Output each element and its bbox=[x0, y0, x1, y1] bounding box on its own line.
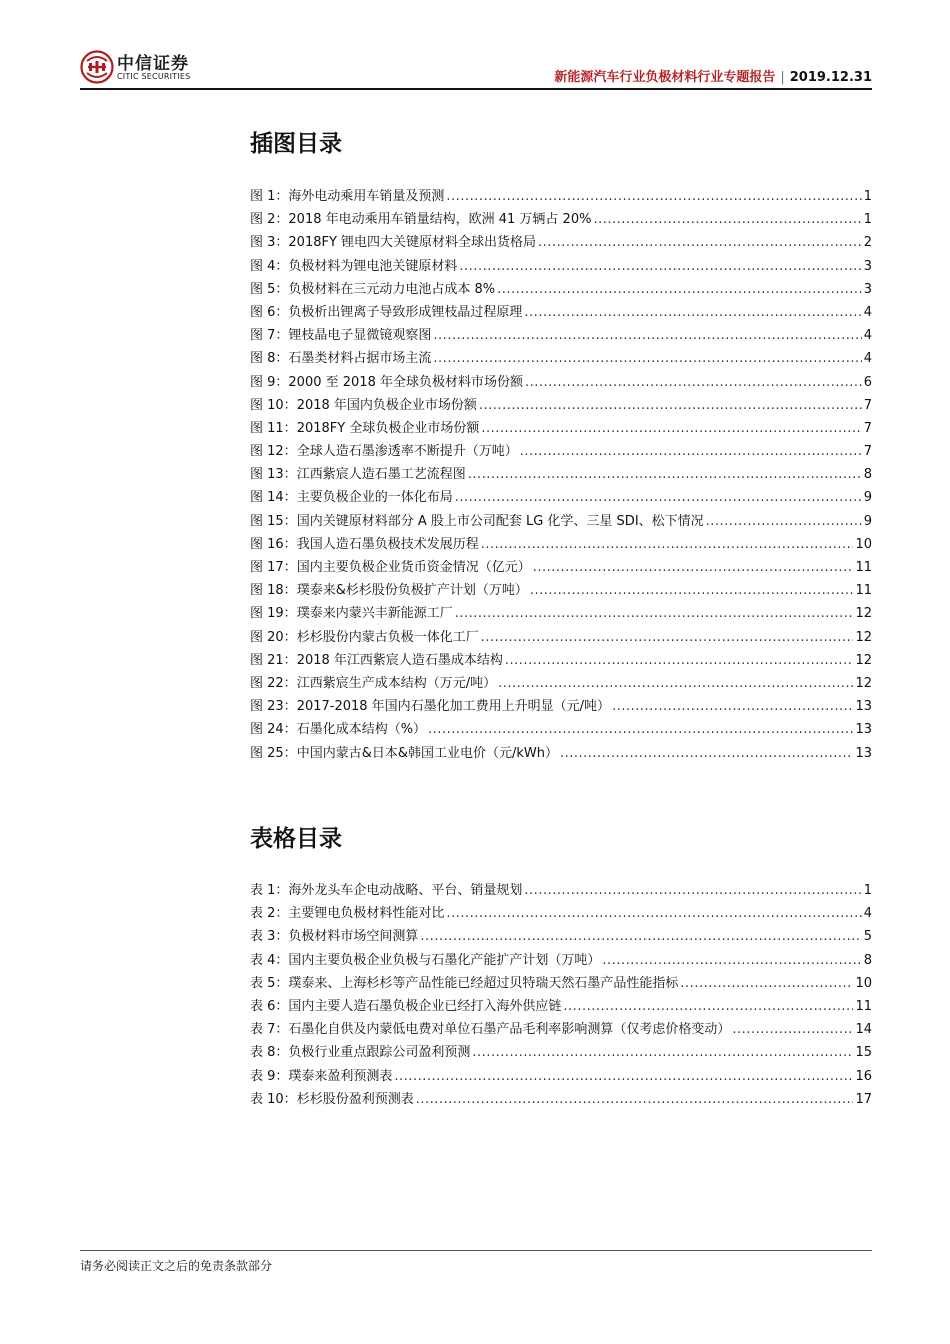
toc-entry-page: 2 bbox=[863, 235, 872, 251]
toc-entry[interactable] bbox=[250, 879, 872, 902]
toc-dot-leader bbox=[612, 695, 853, 718]
toc-entry-label: 图 24： bbox=[250, 722, 297, 738]
toc-entry-title: 2018FY 全球负极企业市场份额 bbox=[296, 420, 480, 436]
toc-entry-page: 12 bbox=[855, 629, 872, 645]
header-divider bbox=[80, 88, 872, 90]
toc-dot-leader bbox=[394, 1065, 853, 1088]
toc-entry-page: 7 bbox=[863, 444, 872, 460]
toc-entry-title: 2018 年国内负极企业市场份额 bbox=[296, 397, 477, 413]
toc-entry-title: 全球人造石墨渗透率不断提升（万吨） bbox=[296, 444, 518, 460]
toc-entry-title: 2018 年电动乘用车销量结构，欧洲 41 万辆占 20% bbox=[288, 212, 592, 228]
toc-entry-page: 3 bbox=[863, 258, 872, 274]
report-date: 2019.12.31 bbox=[789, 70, 872, 85]
header-separator: | bbox=[780, 70, 785, 85]
toc-entry-title: 国内主要负极企业负极与石墨化产能扩产计划（万吨） bbox=[288, 952, 601, 968]
toc-entry[interactable] bbox=[250, 925, 872, 948]
toc-entry[interactable] bbox=[250, 440, 872, 463]
toc-entry-title: 江西紫宸人造石墨工艺流程图 bbox=[296, 467, 466, 483]
toc-dot-leader bbox=[593, 208, 861, 231]
toc-entry-label: 图 16： bbox=[250, 536, 297, 552]
toc-entry-label: 图 11： bbox=[250, 420, 297, 436]
toc-dot-leader bbox=[481, 533, 854, 556]
toc-entry-label: 表 1： bbox=[250, 883, 289, 898]
toc-dot-leader bbox=[420, 925, 861, 948]
toc-entry-label: 表 9： bbox=[250, 1068, 289, 1084]
toc-entry[interactable] bbox=[250, 649, 872, 672]
toc-entry-page: 17 bbox=[855, 1091, 872, 1107]
toc-entry-label: 图 4： bbox=[250, 258, 289, 274]
toc-entry-label: 图 20： bbox=[250, 629, 297, 645]
toc-entry[interactable] bbox=[250, 463, 872, 486]
toc-entry-title: 负极材料为锂电池关键原材料 bbox=[288, 258, 458, 274]
toc-entry-page: 11 bbox=[855, 560, 872, 575]
toc-dot-leader bbox=[481, 417, 861, 440]
toc-entry-page: 13 bbox=[855, 699, 872, 715]
toc-entry-label: 表 7： bbox=[250, 1022, 289, 1038]
toc-entry-label: 表 10： bbox=[250, 1091, 297, 1107]
toc-entry[interactable] bbox=[250, 324, 872, 347]
toc-entry-label: 图 15： bbox=[250, 513, 297, 529]
toc-entry-title: 负极行业重点跟踪公司盈利预测 bbox=[288, 1045, 471, 1061]
toc-entry[interactable] bbox=[250, 695, 872, 718]
toc-entry-label: 图 25： bbox=[250, 745, 297, 761]
toc-entry-page: 4 bbox=[863, 328, 872, 344]
toc-entry-label: 表 8： bbox=[250, 1045, 289, 1061]
toc-entry-page: 13 bbox=[855, 722, 872, 738]
toc-entry-page: 6 bbox=[863, 374, 872, 390]
toc-entry-label: 图 2： bbox=[250, 212, 289, 228]
toc-entry-label: 表 4： bbox=[250, 952, 289, 968]
toc-dot-leader bbox=[481, 626, 854, 649]
toc-entry-title: 璞泰来、上海杉杉等产品性能已经超过贝特瑞天然石墨产品性能指标 bbox=[288, 975, 679, 991]
toc-dot-leader bbox=[497, 278, 862, 301]
toc-entry-page: 10 bbox=[855, 536, 872, 552]
toc-entry-page: 4 bbox=[863, 351, 872, 367]
toc-entry[interactable] bbox=[250, 347, 872, 370]
toc-entry[interactable] bbox=[250, 579, 872, 602]
toc-entry-title: 海外龙头车企电动战略、平台、销量规划 bbox=[288, 883, 523, 898]
toc-entry-title: 主要负极企业的一体化布局 bbox=[296, 490, 453, 506]
toc-entry[interactable] bbox=[250, 602, 872, 625]
toc-entry-label: 图 9： bbox=[250, 374, 289, 390]
toc-entry-title: 璞泰来盈利预测表 bbox=[288, 1068, 393, 1084]
toc-entry-page: 12 bbox=[855, 606, 872, 622]
toc-dot-leader bbox=[524, 879, 861, 902]
figures-toc-title: 插图目录 bbox=[250, 131, 342, 157]
logo-text-cn: 中信证券 bbox=[117, 54, 189, 74]
toc-entry[interactable] bbox=[250, 486, 872, 509]
toc-entry-label: 表 5： bbox=[250, 975, 289, 991]
toc-entry[interactable] bbox=[250, 718, 872, 741]
toc-entry-label: 表 3： bbox=[250, 929, 289, 945]
toc-entry-title: 2017-2018 年国内石墨化加工费用上升明显（元/吨） bbox=[296, 699, 611, 715]
toc-entry-page: 12 bbox=[855, 675, 872, 691]
toc-dot-leader bbox=[455, 602, 854, 625]
toc-entry[interactable] bbox=[250, 556, 872, 579]
toc-entry-label: 图 6： bbox=[250, 304, 289, 320]
toc-entry-label: 图 13： bbox=[250, 467, 297, 483]
toc-entry-label: 图 8： bbox=[250, 351, 289, 367]
toc-dot-leader bbox=[416, 1088, 854, 1111]
figures-toc-list bbox=[250, 185, 872, 765]
toc-entry-page: 11 bbox=[855, 998, 872, 1014]
toc-entry-label: 图 17： bbox=[250, 560, 297, 575]
toc-dot-leader bbox=[525, 371, 862, 394]
toc-entry-page: 9 bbox=[863, 490, 872, 506]
toc-dot-leader bbox=[479, 394, 862, 417]
toc-entry[interactable] bbox=[250, 672, 872, 695]
toc-entry-title: 2018FY 锂电四大关键原材料全球出货格局 bbox=[288, 235, 537, 251]
toc-entry-title: 石墨化自供及内蒙低电费对单位石墨产品毛利率影响测算（仅考虑价格变动） bbox=[288, 1022, 731, 1038]
toc-entry-title: 石墨类材料占据市场主流 bbox=[288, 351, 432, 367]
toc-entry-label: 图 12： bbox=[250, 444, 297, 460]
toc-entry-label: 图 14： bbox=[250, 490, 297, 506]
toc-dot-leader bbox=[680, 972, 853, 995]
toc-entry[interactable] bbox=[250, 231, 872, 254]
toc-dot-leader bbox=[732, 1018, 853, 1041]
toc-entry[interactable] bbox=[250, 185, 872, 208]
toc-entry-page: 1 bbox=[863, 883, 872, 898]
toc-entry-title: 负极析出锂离子导致形成锂枝晶过程原理 bbox=[288, 304, 523, 320]
toc-entry-page: 3 bbox=[863, 281, 872, 297]
toc-entry-title: 石墨化成本结构（%） bbox=[296, 722, 427, 738]
toc-entry-page: 4 bbox=[863, 906, 872, 922]
toc-entry[interactable] bbox=[250, 949, 872, 972]
toc-entry-title: 主要锂电负极材料性能对比 bbox=[288, 906, 445, 922]
toc-entry-page: 4 bbox=[863, 304, 872, 320]
toc-entry-page: 7 bbox=[863, 420, 872, 436]
toc-dot-leader bbox=[459, 255, 861, 278]
toc-dot-leader bbox=[533, 556, 854, 579]
toc-entry-page: 1 bbox=[863, 189, 872, 204]
toc-dot-leader bbox=[505, 649, 854, 672]
toc-entry[interactable] bbox=[250, 533, 872, 556]
toc-entry-label: 图 10： bbox=[250, 397, 297, 413]
toc-entry-title: 国内主要人造石墨负极企业已经打入海外供应链 bbox=[288, 998, 562, 1014]
toc-entry-label: 图 18： bbox=[250, 583, 297, 599]
tables-toc-title: 表格目录 bbox=[250, 826, 342, 852]
toc-dot-leader bbox=[433, 347, 861, 370]
toc-entry-page: 5 bbox=[863, 929, 872, 945]
toc-entry-title: 负极材料市场空间测算 bbox=[288, 929, 419, 945]
toc-entry-page: 8 bbox=[863, 467, 872, 483]
toc-entry[interactable] bbox=[250, 394, 872, 417]
toc-dot-leader bbox=[602, 949, 861, 972]
toc-entry[interactable] bbox=[250, 995, 872, 1018]
toc-entry[interactable] bbox=[250, 626, 872, 649]
toc-dot-leader bbox=[433, 324, 861, 347]
toc-entry[interactable] bbox=[250, 510, 872, 533]
report-header bbox=[554, 66, 872, 85]
toc-dot-leader bbox=[446, 185, 861, 208]
toc-entry[interactable] bbox=[250, 902, 872, 925]
toc-dot-leader bbox=[455, 486, 862, 509]
toc-entry-label: 图 7： bbox=[250, 328, 289, 344]
toc-entry-label: 图 3： bbox=[250, 235, 289, 251]
toc-entry-label: 图 22： bbox=[250, 675, 297, 691]
toc-entry[interactable] bbox=[250, 371, 872, 394]
toc-dot-leader bbox=[563, 995, 853, 1018]
toc-entry[interactable] bbox=[250, 1088, 872, 1111]
toc-entry-title: 杉杉股份盈利预测表 bbox=[296, 1091, 414, 1107]
toc-entry-label: 图 1： bbox=[250, 189, 289, 204]
toc-dot-leader bbox=[560, 742, 853, 765]
toc-entry-page: 7 bbox=[863, 397, 872, 413]
toc-entry-title: 2018 年江西紫宸人造石墨成本结构 bbox=[296, 652, 503, 668]
toc-entry-page: 13 bbox=[855, 745, 872, 761]
toc-entry-title: 负极材料在三元动力电池占成本 8% bbox=[288, 281, 496, 297]
toc-entry-label: 图 21： bbox=[250, 652, 297, 668]
toc-dot-leader bbox=[538, 231, 862, 254]
footer-divider bbox=[80, 1250, 872, 1251]
toc-entry-label: 图 19： bbox=[250, 606, 297, 622]
toc-entry-page: 14 bbox=[855, 1022, 872, 1038]
toc-entry-title: 璞泰来内蒙兴丰新能源工厂 bbox=[296, 606, 453, 622]
toc-entry-title: 国内主要负极企业货币资金情况（亿元） bbox=[296, 560, 531, 575]
toc-dot-leader bbox=[520, 440, 862, 463]
toc-dot-leader bbox=[706, 510, 862, 533]
toc-entry[interactable] bbox=[250, 1065, 872, 1088]
toc-entry[interactable] bbox=[250, 255, 872, 278]
toc-dot-leader bbox=[428, 718, 853, 741]
toc-dot-leader bbox=[498, 672, 853, 695]
citic-logo-icon bbox=[80, 50, 114, 84]
toc-dot-leader bbox=[446, 902, 861, 925]
toc-entry-page: 11 bbox=[855, 583, 872, 599]
toc-entry[interactable] bbox=[250, 301, 872, 324]
toc-dot-leader bbox=[524, 301, 861, 324]
toc-entry-page: 1 bbox=[863, 212, 872, 228]
toc-entry-title: 江西紫宸生产成本结构（万元/吨） bbox=[296, 675, 497, 691]
toc-entry-title: 我国人造石墨负极技术发展历程 bbox=[296, 536, 479, 552]
toc-entry-page: 8 bbox=[863, 952, 872, 968]
toc-entry[interactable] bbox=[250, 208, 872, 231]
toc-entry[interactable] bbox=[250, 972, 872, 995]
toc-entry-page: 9 bbox=[863, 513, 872, 529]
toc-entry[interactable] bbox=[250, 278, 872, 301]
toc-entry-page: 10 bbox=[855, 975, 872, 991]
toc-dot-leader bbox=[472, 1041, 853, 1064]
footer-disclaimer: 请务必阅读正文之后的免责条款部分 bbox=[80, 1259, 273, 1273]
toc-entry-page: 12 bbox=[855, 652, 872, 668]
tables-toc-list bbox=[250, 879, 872, 1111]
toc-entry-title: 中国内蒙古&日本&韩国工业电价（元/kWh） bbox=[296, 745, 558, 761]
toc-entry-label: 表 2： bbox=[250, 906, 289, 922]
toc-entry-title: 海外电动乘用车销量及预测 bbox=[288, 189, 445, 204]
toc-entry-title: 璞泰来&杉杉股份负极扩产计划（万吨） bbox=[296, 583, 528, 599]
toc-entry-title: 国内关键原材料部分 A 股上市公司配套 LG 化学、三星 SDI、松下情况 bbox=[296, 513, 704, 529]
toc-entry-label: 图 23： bbox=[250, 699, 297, 715]
toc-entry[interactable] bbox=[250, 417, 872, 440]
toc-entry-label: 图 5： bbox=[250, 281, 289, 297]
toc-entry[interactable] bbox=[250, 1041, 872, 1064]
toc-entry-title: 2000 至 2018 年全球负极材料市场份额 bbox=[288, 374, 523, 390]
report-title: 新能源汽车行业负极材料行业专题报告 bbox=[554, 70, 776, 85]
toc-entry-title: 锂枝晶电子显微镜观察图 bbox=[288, 328, 432, 344]
toc-entry[interactable] bbox=[250, 1018, 872, 1041]
citic-logo bbox=[80, 48, 220, 88]
toc-entry[interactable] bbox=[250, 742, 872, 765]
toc-dot-leader bbox=[468, 463, 862, 486]
toc-entry-page: 16 bbox=[855, 1068, 872, 1084]
toc-dot-leader bbox=[530, 579, 854, 602]
toc-entry-label: 表 6： bbox=[250, 998, 289, 1014]
toc-entry-page: 15 bbox=[855, 1045, 872, 1061]
toc-entry-title: 杉杉股份内蒙古负极一体化工厂 bbox=[296, 629, 479, 645]
logo-text-en: CITIC SECURITIES bbox=[117, 72, 191, 81]
